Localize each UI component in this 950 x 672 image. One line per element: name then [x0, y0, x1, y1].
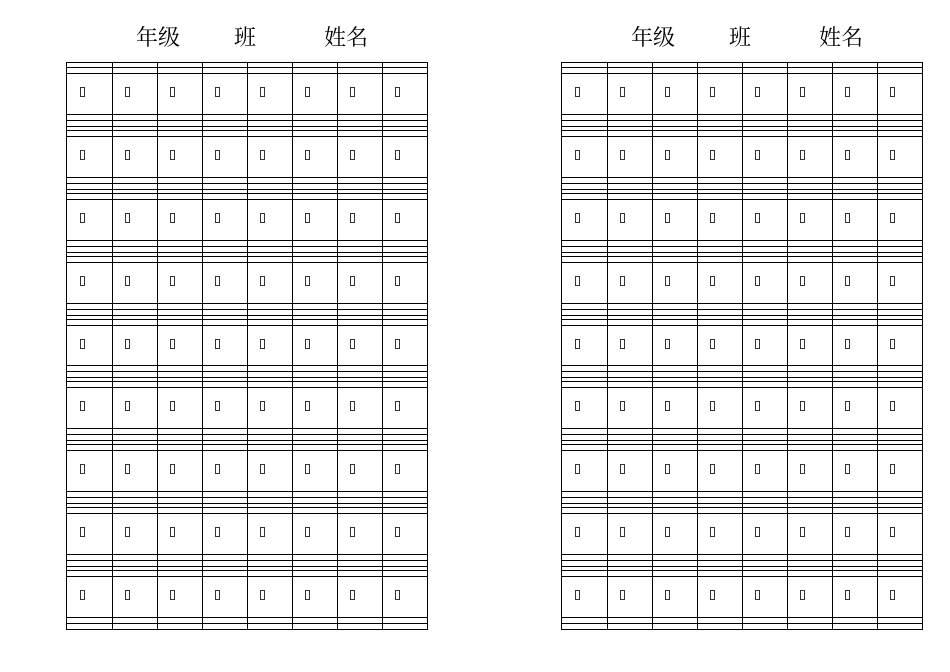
character-cell-glyph: [395, 527, 400, 537]
character-cell-glyph: [350, 213, 355, 223]
character-cell-glyph: [710, 276, 715, 286]
character-cell-glyph: [890, 87, 895, 97]
character-cell-glyph: [125, 464, 130, 474]
character-cell-glyph: [260, 527, 265, 537]
character-cell-glyph: [260, 213, 265, 223]
character-cell-glyph: [800, 150, 805, 160]
character-cell-glyph: [395, 213, 400, 223]
character-cell-glyph: [575, 527, 580, 537]
writing-grid: [66, 62, 428, 630]
character-cell-glyph: [80, 401, 85, 411]
character-cell-glyph: [215, 590, 220, 600]
character-cell-glyph: [170, 213, 175, 223]
class-label: 班: [729, 26, 752, 51]
character-cell-glyph: [845, 401, 850, 411]
character-cell-glyph: [800, 527, 805, 537]
character-cell-glyph: [620, 464, 625, 474]
character-cell-glyph: [710, 87, 715, 97]
character-cell-glyph: [665, 401, 670, 411]
worksheet-left: [66, 0, 428, 672]
character-cell-glyph: [350, 527, 355, 537]
character-cell-glyph: [665, 150, 670, 160]
character-cell-glyph: [620, 527, 625, 537]
character-cell-glyph: [215, 464, 220, 474]
character-cell-glyph: [890, 464, 895, 474]
character-cell-glyph: [305, 401, 310, 411]
character-cell-glyph: [125, 590, 130, 600]
character-cell-glyph: [170, 87, 175, 97]
character-cell-glyph: [125, 87, 130, 97]
character-cell-glyph: [845, 527, 850, 537]
character-cell-glyph: [665, 527, 670, 537]
character-cell-glyph: [215, 150, 220, 160]
character-cell-glyph: [755, 464, 760, 474]
character-cell-glyph: [845, 213, 850, 223]
character-cell-glyph: [575, 276, 580, 286]
grid-column-line: [832, 63, 833, 629]
character-cell-glyph: [755, 527, 760, 537]
character-cell-glyph: [215, 87, 220, 97]
character-cell-glyph: [890, 401, 895, 411]
character-cell-glyph: [575, 590, 580, 600]
grid-column-line: [652, 63, 653, 629]
character-cell-glyph: [575, 87, 580, 97]
character-cell-glyph: [80, 276, 85, 286]
character-cell-glyph: [170, 276, 175, 286]
character-cell-glyph: [890, 213, 895, 223]
character-cell-glyph: [170, 464, 175, 474]
character-cell-glyph: [305, 150, 310, 160]
character-cell-glyph: [845, 464, 850, 474]
character-cell-glyph: [620, 401, 625, 411]
character-cell-glyph: [125, 276, 130, 286]
character-cell-glyph: [890, 590, 895, 600]
character-cell-glyph: [80, 590, 85, 600]
character-cell-glyph: [665, 464, 670, 474]
character-cell-glyph: [215, 527, 220, 537]
character-cell-glyph: [260, 150, 265, 160]
character-cell-glyph: [710, 150, 715, 160]
character-cell-glyph: [350, 464, 355, 474]
character-cell-glyph: [890, 339, 895, 349]
grid-column-line: [157, 63, 158, 629]
character-cell-glyph: [170, 401, 175, 411]
character-cell-glyph: [620, 339, 625, 349]
character-cell-glyph: [710, 464, 715, 474]
worksheet-header: [66, 22, 428, 56]
grid-column-line: [787, 63, 788, 629]
character-cell-glyph: [665, 590, 670, 600]
character-cell-glyph: [575, 150, 580, 160]
character-cell-glyph: [665, 339, 670, 349]
character-cell-glyph: [260, 590, 265, 600]
character-cell-glyph: [890, 276, 895, 286]
character-cell-glyph: [710, 213, 715, 223]
character-cell-glyph: [350, 339, 355, 349]
character-cell-glyph: [620, 590, 625, 600]
name-label: 姓名: [324, 26, 369, 51]
character-cell-glyph: [620, 213, 625, 223]
name-label: 姓名: [819, 26, 864, 51]
character-cell-glyph: [665, 276, 670, 286]
character-cell-glyph: [260, 401, 265, 411]
character-cell-glyph: [395, 150, 400, 160]
grid-column-line: [292, 63, 293, 629]
character-cell-glyph: [755, 401, 760, 411]
character-cell-glyph: [215, 276, 220, 286]
character-cell-glyph: [845, 590, 850, 600]
grade-label: 年级: [631, 26, 676, 51]
character-cell-glyph: [350, 150, 355, 160]
grid-column-line: [382, 63, 383, 629]
character-cell-glyph: [170, 527, 175, 537]
character-cell-glyph: [620, 150, 625, 160]
character-cell-glyph: [170, 339, 175, 349]
character-cell-glyph: [80, 527, 85, 537]
writing-grid: [561, 62, 923, 630]
character-cell-glyph: [755, 339, 760, 349]
character-cell-glyph: [710, 590, 715, 600]
grade-label: 年级: [136, 26, 181, 51]
character-cell-glyph: [125, 527, 130, 537]
character-cell-glyph: [710, 527, 715, 537]
character-cell-glyph: [845, 339, 850, 349]
character-cell-glyph: [755, 213, 760, 223]
character-cell-glyph: [80, 213, 85, 223]
character-cell-glyph: [305, 87, 310, 97]
class-label: 班: [234, 26, 257, 51]
character-cell-glyph: [395, 464, 400, 474]
grid-column-line: [877, 63, 878, 629]
character-cell-glyph: [350, 87, 355, 97]
character-cell-glyph: [305, 590, 310, 600]
character-cell-glyph: [125, 213, 130, 223]
character-cell-glyph: [800, 464, 805, 474]
character-cell-glyph: [305, 464, 310, 474]
character-cell-glyph: [755, 276, 760, 286]
character-cell-glyph: [575, 339, 580, 349]
character-cell-glyph: [575, 213, 580, 223]
character-cell-glyph: [845, 87, 850, 97]
character-cell-glyph: [665, 87, 670, 97]
character-cell-glyph: [620, 87, 625, 97]
character-cell-glyph: [845, 150, 850, 160]
character-cell-glyph: [215, 401, 220, 411]
character-cell-glyph: [710, 339, 715, 349]
character-cell-glyph: [800, 276, 805, 286]
character-cell-glyph: [395, 276, 400, 286]
character-cell-glyph: [260, 87, 265, 97]
character-cell-glyph: [575, 464, 580, 474]
character-cell-glyph: [890, 527, 895, 537]
grid-column-line: [742, 63, 743, 629]
character-cell-glyph: [80, 150, 85, 160]
character-cell-glyph: [125, 150, 130, 160]
character-cell-glyph: [260, 464, 265, 474]
character-cell-glyph: [305, 213, 310, 223]
character-cell-glyph: [80, 87, 85, 97]
grid-column-line: [607, 63, 608, 629]
character-cell-glyph: [800, 339, 805, 349]
grid-column-line: [337, 63, 338, 629]
worksheet-header: [561, 22, 923, 56]
character-cell-glyph: [800, 590, 805, 600]
character-cell-glyph: [80, 464, 85, 474]
character-cell-glyph: [800, 87, 805, 97]
grid-column-line: [202, 63, 203, 629]
character-cell-glyph: [260, 339, 265, 349]
character-cell-glyph: [845, 276, 850, 286]
character-cell-glyph: [755, 590, 760, 600]
grid-column-line: [112, 63, 113, 629]
character-cell-glyph: [800, 401, 805, 411]
character-cell-glyph: [620, 276, 625, 286]
character-cell-glyph: [575, 401, 580, 411]
character-cell-glyph: [305, 276, 310, 286]
character-cell-glyph: [305, 527, 310, 537]
character-cell-glyph: [170, 590, 175, 600]
character-cell-glyph: [125, 401, 130, 411]
character-cell-glyph: [395, 339, 400, 349]
character-cell-glyph: [170, 150, 175, 160]
character-cell-glyph: [260, 276, 265, 286]
character-cell-glyph: [215, 213, 220, 223]
character-cell-glyph: [350, 276, 355, 286]
character-cell-glyph: [800, 213, 805, 223]
character-cell-glyph: [395, 401, 400, 411]
character-cell-glyph: [755, 87, 760, 97]
grid-column-line: [247, 63, 248, 629]
character-cell-glyph: [305, 339, 310, 349]
character-cell-glyph: [80, 339, 85, 349]
character-cell-glyph: [890, 150, 895, 160]
character-cell-glyph: [665, 213, 670, 223]
grid-column-line: [697, 63, 698, 629]
character-cell-glyph: [350, 401, 355, 411]
character-cell-glyph: [125, 339, 130, 349]
character-cell-glyph: [395, 590, 400, 600]
character-cell-glyph: [755, 150, 760, 160]
character-cell-glyph: [710, 401, 715, 411]
character-cell-glyph: [350, 590, 355, 600]
character-cell-glyph: [395, 87, 400, 97]
character-cell-glyph: [215, 339, 220, 349]
worksheet-right: [561, 0, 923, 672]
